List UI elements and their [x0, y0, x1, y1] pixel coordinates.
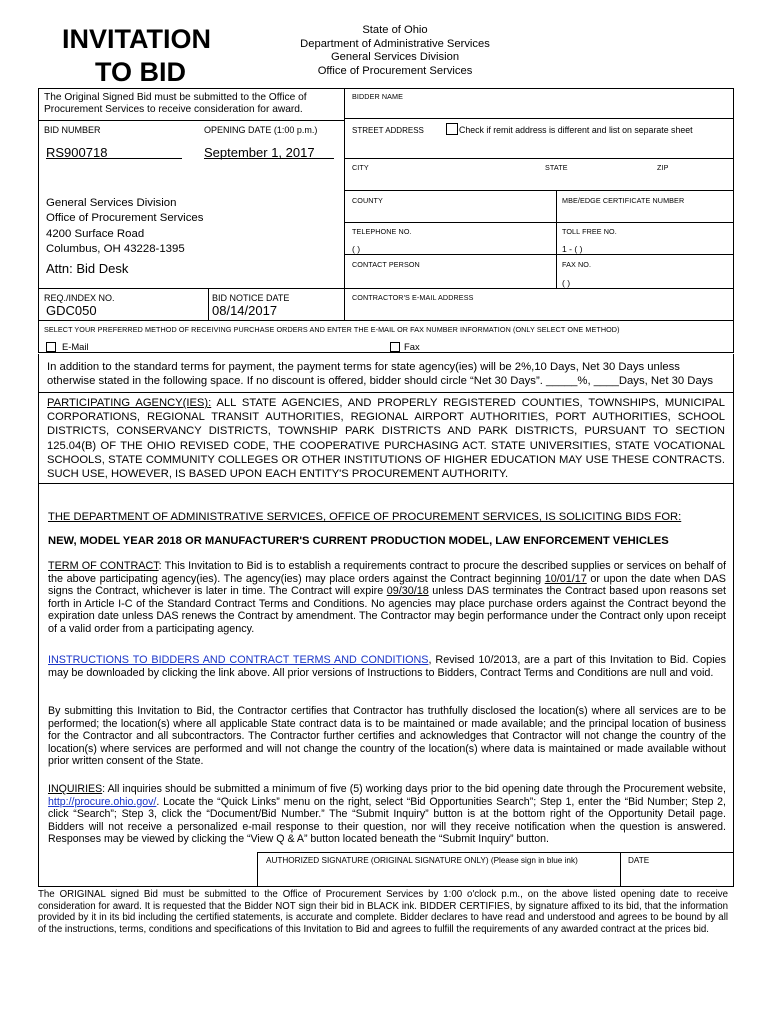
instructions-link[interactable]: INSTRUCTIONS TO BIDDERS AND CONTRACT TERMS AND CONDITIONS: [48, 654, 429, 666]
bid-notice-label: BID NOTICE DATE: [212, 293, 290, 303]
solicitation-body: [38, 484, 734, 852]
opening-date-value: September 1, 2017: [204, 145, 315, 160]
term-start-date: 10/01/17: [544, 572, 587, 585]
city-label: CITY: [352, 163, 369, 172]
remit-address-check-label: Check if remit address is different and list on separate sheet: [459, 125, 693, 135]
agency-department: Department of Administrative Services: [300, 37, 490, 50]
procurement-website-link[interactable]: http://procure.ohio.gov/: [48, 795, 157, 808]
footer-note: The ORIGINAL signed Bid must be submitted to the Office of Procurement Services by 1:00 o'clock p.m., on the above listed opening date to receive consideration for award. It is requested that the Bidder NOT sign their bid in BLACK ink. BIDDER CERTIFIES, by signature affixed to its bid, that the information provided by it in its bid including the certified statements, is accurate and complete. Bidder declares to have read and understood and agrees to be bound by all of the instructions, terms, conditions and specifications of this Invitation to Bid and agrees to fulfill the requirements of any awarded contract at the prices bid.: [38, 889, 728, 935]
fax-method-label: Fax: [404, 341, 420, 352]
payment-terms-box: [38, 354, 734, 392]
instructions-text: , Revised 10/2013, are a part of this Invitation to Bid. Copies may be downloaded by clicking the link above. All prior versions of Instructions to Bidders, Contract Terms and Conditions are null and void.: [48, 654, 726, 679]
address-line3: 4200 Surface Road: [46, 227, 145, 240]
telephone-field[interactable]: ( ): [352, 244, 361, 254]
inquiries-text-a: : All inquiries should be submitted a minimum of five (5) working days prior to the bid opening date through the Procurement website,: [102, 783, 726, 795]
bid-notice-value: 08/14/2017: [212, 303, 278, 318]
city-state-zip-field[interactable]: [345, 172, 733, 189]
agency-division: General Services Division: [330, 51, 460, 64]
email-method-label: E-Mail: [62, 341, 89, 352]
remit-address-checkbox[interactable]: [446, 123, 458, 135]
email-method-checkbox[interactable]: [46, 342, 56, 352]
street-address-field[interactable]: [345, 136, 733, 157]
document-title-line1: INVITATION: [62, 24, 211, 54]
term-of-contract: [48, 560, 726, 636]
mailing-address: [46, 196, 203, 258]
fax-field[interactable]: ( ): [562, 278, 571, 288]
date-field[interactable]: [621, 866, 733, 886]
contact-person-label: CONTACT PERSON: [352, 260, 420, 269]
signature-field[interactable]: [258, 866, 620, 886]
inquiries-text-b: . Locate the “Quick Links” menu on the right, select “Bid Opportunities Search”; Step 1, enter the “Bid Number; Step 2, click “Search”; Step 3, click the “Document/Bid Number.” The “Submit Inquiry” button is at the bottom right of the Opportunity Detail page. Bidders will not receive a personalized e-mail response to their question, nor will they receive notification when the question is answered. Responses may be viewed by clicking the “View Q & A” button located beneath the “Submit Inquiry” button.: [48, 795, 726, 845]
address-line4: Columbus, OH 43228-1395: [46, 243, 185, 256]
participating-agencies-paragraph: [47, 396, 725, 481]
state-label: STATE: [545, 163, 568, 172]
term-end-date: 09/30/18: [386, 585, 429, 598]
tollfree-field[interactable]: 1 - ( ): [562, 244, 583, 254]
bid-number-value: RS900718: [46, 145, 108, 160]
opening-date-label: OPENING DATE (1:00 p.m.): [204, 125, 318, 135]
term-text-c: unless DAS terminates the Contract based upon reasons set forth in Article I-C of the Standard Contract Terms and Conditions. No agencies may place purchase orders against the Contract beyond the expiration date unless DAS renews the Contract by amendment. The Contractor may begin performance under the Contract only upon receipt of a valid order from a participating agency.: [48, 585, 726, 635]
fax-method-checkbox[interactable]: [390, 342, 400, 352]
mbe-certificate-label: MBE/EDGE CERTIFICATE NUMBER: [562, 196, 685, 205]
product-title: NEW, MODEL YEAR 2018 OR MANUFACTURER'S CURRENT PRODUCTION MODEL, LAW ENFORCEMENT VEHICLES: [48, 535, 669, 547]
attn-line: Attn: Bid Desk: [46, 261, 129, 276]
agency-state: State of Ohio: [362, 24, 428, 36]
term-heading: TERM OF CONTRACT: [48, 560, 159, 572]
original-bid-note: [44, 92, 307, 117]
soliciting-heading: THE DEPARTMENT OF ADMINISTRATIVE SERVICES, OFFICE OF PROCUREMENT SERVICES, IS SOLICITING BIDS FOR:: [48, 511, 682, 523]
address-line1: General Services Division: [46, 197, 177, 209]
agency-office: Office of Procurement Services: [317, 64, 473, 77]
email-label: CONTRACTOR'S E-MAIL ADDRESS: [352, 293, 474, 302]
bidder-name-field[interactable]: [345, 100, 733, 117]
zip-label: ZIP: [657, 163, 669, 172]
signature-label: AUTHORIZED SIGNATURE (ORIGINAL SIGNATURE ONLY) (Please sign in blue ink): [266, 856, 578, 865]
county-label: COUNTY: [352, 196, 383, 205]
term-text-b: or upon the date when DAS signs the Contract, whichever is later in time. The Contract will expire: [48, 572, 726, 598]
agency-header: [280, 24, 510, 78]
req-index-value: GDC050: [46, 303, 97, 318]
bidder-name-label: BIDDER NAME: [352, 92, 404, 101]
bid-number-label: BID NUMBER: [44, 125, 101, 135]
inquiries-heading: INQUIRIES: [48, 783, 103, 795]
instructions-paragraph: [48, 654, 726, 679]
participating-text: ALL STATE AGENCIES, AND PROPERLY REGISTERED COUNTIES, TOWNSHIPS, MUNICIPAL CORPORATIONS, REGIONAL TRANSIT AUTHORITIES, REGIONAL AIRPORT AUTHORITIES, PORT AUTHORITIES, SCHOOL DISTRICTS, CONSERVANCY DISTRICTS, TOWNSHIP PARK DISTRICTS AND PARK DISTRICTS, PURSUANT TO SECTION 125.04(B) OF THE OHIO REVISED CODE, THE COOPERATIVE PURCHASING ACT. STATE UNIVERSITIES, STATE VOCATIONAL SCHOOLS, STATE COMMUNITY COLLEGES OR OTHER INSTITUTIONS OF HIGHER EDUCATION MAY USE THESE CONTRACTS. SUCH USE, HOWEVER, IS BASED UPON EACH ENTITY'S PROCUREMENT AUTHORITY.: [47, 397, 725, 481]
term-text-a: : This Invitation to Bid is to establish a requirements contract to procure the described supplies or services on behalf of the above participating agency(ies). The agency(ies) may place orders against the Contract beginning: [48, 560, 726, 585]
participating-agencies-box: [38, 393, 734, 483]
address-line2: Office of Procurement Services: [46, 212, 204, 225]
original-bid-note-line1: The Original Signed Bid must be submitted to the Office of: [44, 92, 307, 103]
certification-paragraph: By submitting this Invitation to Bid, the Contractor certifies that Contractor has truthfully disclosed the location(s) where all services are to be performed; the location(s) where all applicable State contract data is to be maintained or made available; and the principal location of business for the Contractor and all subcontractors. The Contractor further certifies and acknowledges that Contractor will not change the country of the location(s) where services are performed and will not change the country of the location(s) where data is maintained or made available without prior written consent of the State.: [48, 705, 726, 767]
email-field[interactable]: [345, 302, 733, 319]
participating-heading: PARTICIPATING AGENCY(IES):: [47, 397, 212, 409]
document-title-line2: TO BID: [95, 57, 187, 87]
street-address-label: STREET ADDRESS: [352, 126, 424, 135]
fax-label: FAX NO.: [562, 260, 592, 269]
tollfree-label: TOLL FREE NO.: [562, 227, 617, 236]
req-index-label: REQ./INDEX NO.: [44, 293, 115, 303]
telephone-label: TELEPHONE NO.: [352, 227, 412, 236]
inquiries-paragraph: [48, 783, 726, 846]
original-bid-note-line2: Procurement Services to receive consideration for award.: [44, 104, 303, 116]
date-label: DATE: [628, 856, 650, 865]
payment-terms-text: In addition to the standard terms for payment, the payment terms for state agency(ies) will be 2%,10 Days, Net 30 Days unless otherwise stated in the following space. If no discount is offered, bidder should circle “Net 30 Days”. _____%, ____Days, Net 30 Days: [47, 361, 714, 387]
method-instruction: SELECT YOUR PREFERRED METHOD OF RECEIVING PURCHASE ORDERS AND ENTER THE E-MAIL OR FAX NUMBER INFORMATION (ONLY SELECT ONE METHOD): [44, 325, 620, 334]
